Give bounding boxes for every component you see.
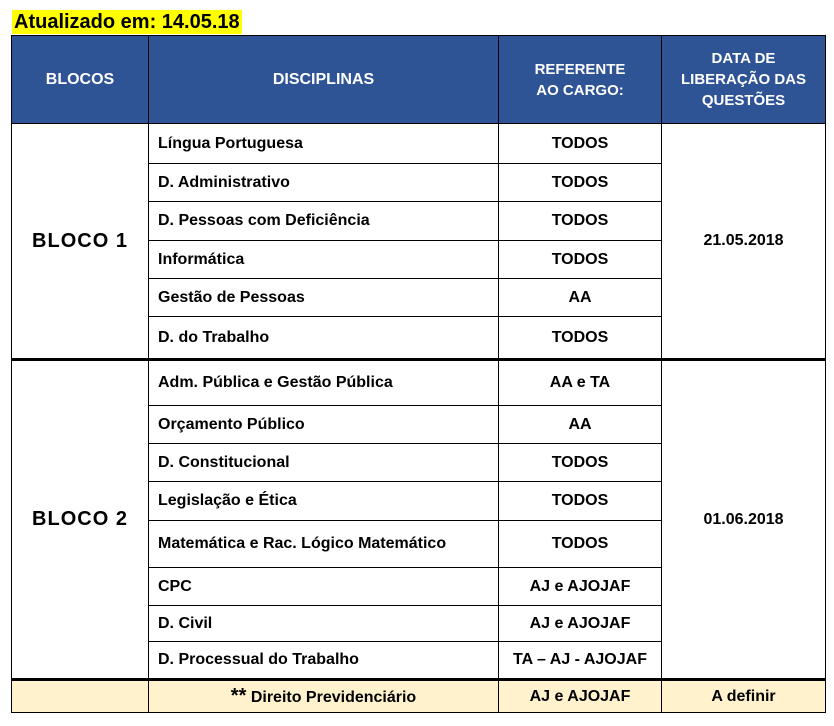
bloco-1-label: BLOCO 1 bbox=[12, 124, 149, 360]
header-referente-line2: AO CARGO: bbox=[536, 81, 624, 99]
updated-date-label: Atualizado em: 14.05.18 bbox=[14, 11, 240, 33]
cargo-cell: AJ e AJOJAF bbox=[499, 606, 662, 642]
footer-empty-cell bbox=[12, 680, 149, 713]
footer-row bbox=[12, 680, 826, 713]
bloco-1-date: 21.05.2018 bbox=[662, 124, 826, 360]
disciplina-cell: Gestão de Pessoas bbox=[149, 279, 499, 317]
disciplina-cell: Orçamento Público bbox=[149, 406, 499, 444]
footer-disciplina-cell bbox=[149, 680, 499, 713]
cargo-cell: AA e TA bbox=[499, 360, 662, 406]
disciplina-cell: D. Constitucional bbox=[149, 444, 499, 482]
header-referente-line1: REFERENTE bbox=[534, 60, 626, 78]
footer-stars: ** bbox=[230, 685, 247, 707]
footer-disciplina: Direito Previdenciário bbox=[250, 689, 417, 706]
schedule-table bbox=[11, 35, 826, 713]
disciplina-cell: Informática bbox=[149, 241, 499, 279]
bloco-2-date: 01.06.2018 bbox=[662, 360, 826, 680]
footer-cargo-cell: AJ e AJOJAF bbox=[499, 680, 662, 713]
cargo-cell: AA bbox=[499, 279, 662, 317]
disciplina-cell: Língua Portuguesa bbox=[149, 124, 499, 164]
bloco-2-label: BLOCO 2 bbox=[12, 360, 149, 680]
disciplina-cell: D. Pessoas com Deficiência bbox=[149, 202, 499, 241]
disciplina-cell: D. Administrativo bbox=[149, 164, 499, 202]
cargo-cell: TODOS bbox=[499, 317, 662, 360]
disciplina-cell: Adm. Pública e Gestão Pública bbox=[149, 360, 499, 406]
table-row bbox=[12, 124, 826, 164]
disciplina-cell: Matemática e Rac. Lógico Matemático bbox=[149, 521, 499, 568]
disciplina-cell: D. Processual do Trabalho bbox=[149, 642, 499, 680]
cargo-cell: AJ e AJOJAF bbox=[499, 568, 662, 606]
footer-date-cell: A definir bbox=[662, 680, 826, 713]
cargo-cell: TODOS bbox=[499, 164, 662, 202]
disciplina-cell: CPC bbox=[149, 568, 499, 606]
header-referente bbox=[499, 36, 662, 124]
cargo-cell: AA bbox=[499, 406, 662, 444]
cargo-cell: TODOS bbox=[499, 124, 662, 164]
cargo-cell: TODOS bbox=[499, 444, 662, 482]
cargo-cell: TODOS bbox=[499, 521, 662, 568]
header-blocos: BLOCOS bbox=[12, 36, 149, 124]
header-row bbox=[12, 36, 826, 124]
header-disciplinas: DISCIPLINAS bbox=[149, 36, 499, 124]
header-data-line3: QUESTÕES bbox=[701, 92, 786, 109]
cargo-cell: TODOS bbox=[499, 241, 662, 279]
disciplina-cell: Legislação e Ética bbox=[149, 482, 499, 521]
header-data-line2: LIBERAÇÃO DAS bbox=[680, 71, 806, 88]
cargo-cell: TODOS bbox=[499, 482, 662, 521]
table-row bbox=[12, 360, 826, 406]
header-data-line1: DATA DE bbox=[711, 50, 776, 67]
disciplina-cell: D. do Trabalho bbox=[149, 317, 499, 360]
cargo-cell: TA – AJ - AJOJAF bbox=[499, 642, 662, 680]
cargo-cell: TODOS bbox=[499, 202, 662, 241]
header-data bbox=[662, 36, 826, 124]
disciplina-cell: D. Civil bbox=[149, 606, 499, 642]
